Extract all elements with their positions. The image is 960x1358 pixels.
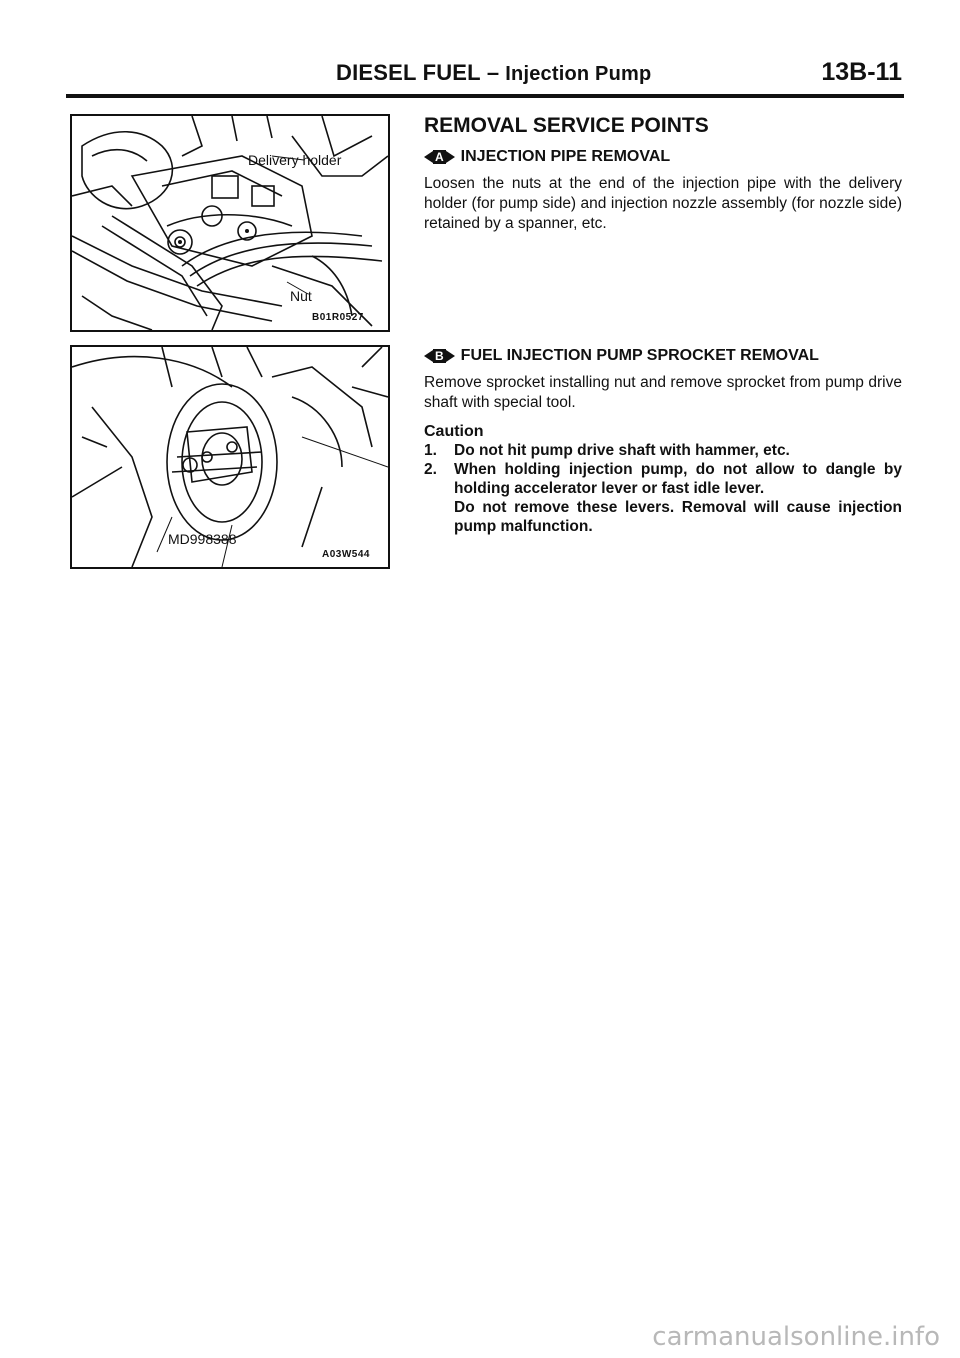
left-arrow-icon	[424, 151, 433, 163]
item-b-marker: B	[424, 349, 455, 363]
item-b-heading-text: FUEL INJECTION PUMP SPROCKET REMOVAL	[460, 347, 819, 364]
item-a-heading-text: INJECTION PIPE REMOVAL	[460, 148, 671, 165]
item-b-text: Remove sprocket installing nut and remove sprocket from pump drive shaft with special tool.	[424, 374, 902, 411]
caution-list	[424, 441, 902, 536]
header-main-title: DIESEL FUEL	[336, 60, 481, 85]
callout-delivery-holder: Delivery holder	[248, 152, 342, 168]
figure2-code: A03W544	[322, 549, 370, 560]
header-separator: –	[486, 60, 500, 85]
item-a-heading	[424, 148, 902, 166]
right-arrow-icon	[446, 151, 455, 163]
figure-sprocket-removal	[70, 345, 390, 569]
removal-service-points	[424, 114, 902, 234]
caution-item-2: 2. When holding injection pump, do not allow to dangle by holding accelerator lever or fast idle lever. Do not remove these levers. Removal will cause injection pump malfunction.	[424, 461, 902, 535]
left-arrow-icon	[424, 350, 433, 362]
caution-title: Caution	[424, 423, 484, 440]
header-title	[336, 60, 651, 86]
callout-special-tool: MD998388	[168, 531, 237, 547]
watermark: carmanualsonline.info	[652, 1322, 940, 1352]
item-a-marker: A	[424, 150, 455, 164]
callout-nut: Nut	[290, 288, 312, 304]
figure-delivery-holder	[70, 114, 390, 332]
caution-item-1: 1. Do not hit pump drive shaft with hammer, etc.	[424, 442, 790, 459]
page-number: 13B-11	[821, 58, 902, 86]
item-b-block	[424, 347, 902, 536]
page-header	[66, 56, 904, 98]
caution-item-2-continued: Do not remove these levers. Removal will cause injection pump malfunction.	[454, 499, 902, 535]
section-title: REMOVAL SERVICE POINTS	[424, 114, 709, 137]
right-arrow-icon	[446, 350, 455, 362]
header-subtitle: Injection Pump	[505, 63, 652, 85]
delivery-holder-illustration	[72, 116, 388, 330]
figure1-code: B01R0527	[312, 312, 364, 323]
item-b-heading	[424, 347, 902, 365]
item-a-text: Loosen the nuts at the end of the injection pipe with the delivery holder (for pump side) and injection nozzle assembly (for nozzle side) retained by a spanner, etc.	[424, 175, 902, 232]
